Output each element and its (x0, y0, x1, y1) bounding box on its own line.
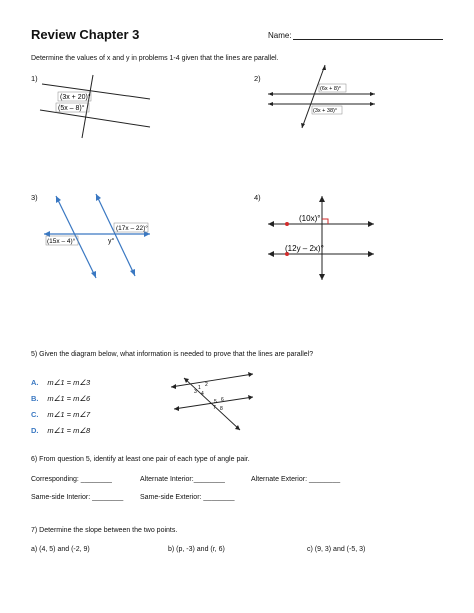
instructions: Determine the values of x and y in problems 1-4 given that the lines are parallel. (31, 55, 279, 62)
q5-angle-2: 2 (205, 382, 208, 388)
choice-letter: D. (31, 426, 39, 435)
choice-letter: A. (31, 378, 39, 387)
name-label: Name: (268, 31, 292, 40)
page-title: Review Chapter 3 (31, 27, 140, 42)
q6-prompt: 6) From question 5, identify at least one pair of each type of angle pair. (31, 456, 250, 463)
q5-angle-8: 8 (220, 406, 223, 412)
q5-angle-4: 4 (201, 391, 204, 397)
p1-angle-b-label: (5x – 8)° (58, 105, 85, 112)
p1-angle-a-label: (3x + 20)° (60, 94, 91, 101)
q6-alternate-exterior[interactable]: Alternate Exterior: ________ (251, 476, 341, 483)
q7-part-c: c) (9, 3) and (-5, 3) (307, 546, 366, 553)
q5-prompt: 5) Given the diagram below, what information is needed to prove that the lines are parallel? (31, 351, 314, 358)
p4-angle-a-label: (10x)° (299, 214, 321, 223)
choice-letter: B. (31, 394, 39, 403)
p3-angle-a-label: (17x – 22)° (116, 225, 148, 232)
q5-line-top (171, 374, 253, 387)
q7-prompt: 7) Determine the slope between the two points. (31, 527, 178, 534)
choice-text: m∠1 = m∠8 (47, 426, 91, 435)
p2-angle-a-label: (6x + 8)° (320, 86, 341, 92)
q6-same-side-interior[interactable]: Same-side Interior: ________ (31, 494, 124, 501)
p3-angle-c-label: y° (108, 238, 115, 245)
q5-angle-6: 6 (221, 397, 224, 403)
choice-text: m∠1 = m∠6 (47, 394, 91, 403)
p4-angle-b-label: (12y – 2x)° (285, 244, 324, 253)
p2-angle-b-label: (3x + 38)° (313, 108, 338, 114)
q7-part-a: a) (4, 5) and (-2, 9) (31, 546, 90, 553)
q5-angle-3: 3 (194, 389, 197, 395)
q5-angle-7: 7 (213, 405, 216, 411)
q6-same-side-exterior[interactable]: Same-side Exterior: ________ (140, 494, 235, 501)
q6-corresponding[interactable]: Corresponding: ________ (31, 476, 112, 483)
q5-angle-5: 5 (214, 399, 217, 405)
problem-2-number: 2) (254, 74, 261, 83)
problem-4-number: 4) (254, 193, 261, 202)
p3-angle-b-label: (15x – 4)° (47, 238, 76, 245)
q6-alternate-interior[interactable]: Alternate Interior:________ (140, 476, 225, 483)
q5-transversal (184, 378, 240, 430)
choice-letter: C. (31, 410, 39, 419)
problem-3-number: 3) (31, 193, 38, 202)
choice-text: m∠1 = m∠3 (47, 378, 91, 387)
q7-part-b: b) (p, -3) and (r, 6) (168, 546, 225, 553)
q5-angle-1: 1 (198, 385, 201, 391)
problem-1-number: 1) (31, 74, 38, 83)
choice-text: m∠1 = m∠7 (47, 410, 91, 419)
